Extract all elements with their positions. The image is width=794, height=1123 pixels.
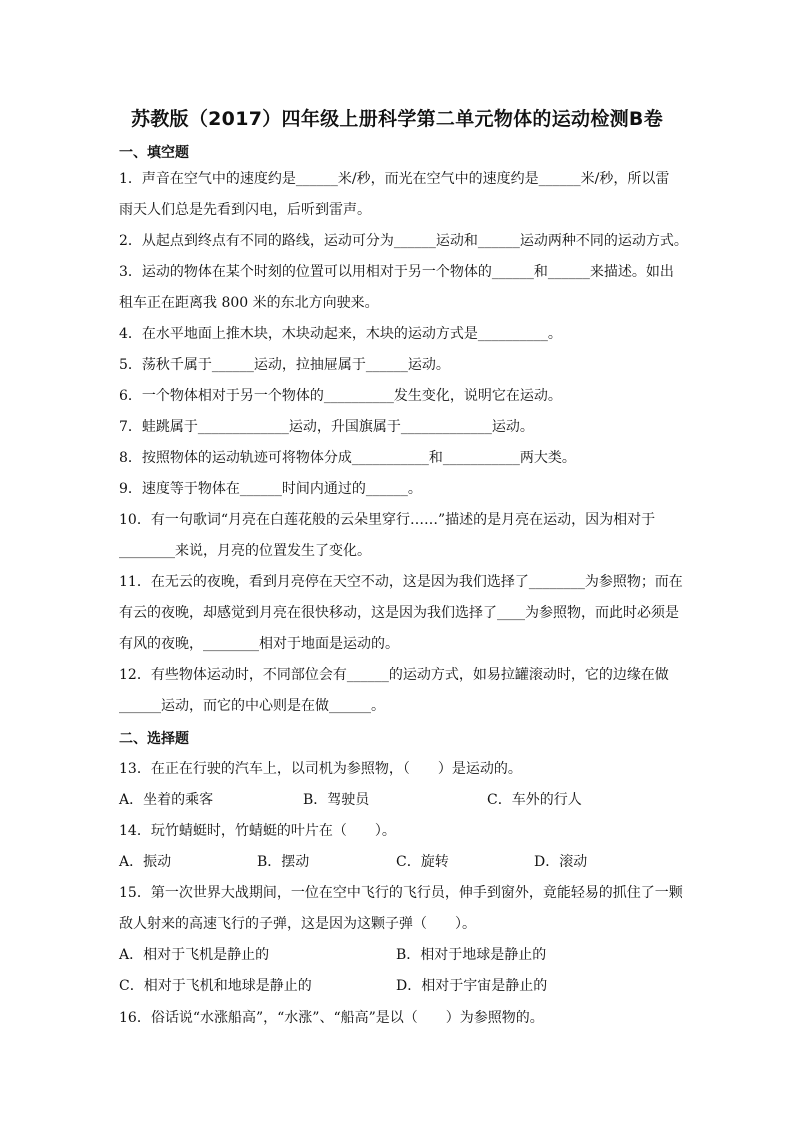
q15-option-b: B．相对于地球是静止的 xyxy=(396,947,547,963)
question-7: 7．蛙跳属于_____________运动，升国旗属于_____________运动。 xyxy=(119,419,534,435)
question-13: 13．在正在行驶的汽车上，以司机为参照物，（ ）是运动的。 xyxy=(119,761,522,777)
question-5: 5．荡秋千属于______运动，拉抽屉属于______运动。 xyxy=(119,357,450,373)
question-10-line-2: ________来说，月亮的位置发生了变化。 xyxy=(119,543,371,559)
question-15-line-2: 敌人射来的高速飞行的子弹，这是因为这颗子弹（ ）。 xyxy=(119,916,476,932)
question-6: 6．一个物体相对于另一个物体的__________发生变化，说明它在运动。 xyxy=(119,388,562,404)
question-11-line-1: 11．在无云的夜晚，看到月亮停在天空不动，这是因为我们选择了________为参照物；而在 xyxy=(119,574,683,590)
q14-option-b: B．摆动 xyxy=(257,854,310,870)
question-12-line-1: 12．有些物体运动时，不同部位会有______的运动方式，如易拉罐滚动时，它的边缘在做 xyxy=(119,667,669,683)
q15-option-c: C．相对于飞机和地球是静止的 xyxy=(119,978,312,994)
section-heading-multiple-choice: 二、选择题 xyxy=(119,731,189,747)
question-9: 9．速度等于物体在______时间内通过的______。 xyxy=(119,481,422,497)
question-1-line-1: 1．声音在空气中的速度约是______米/秒，而光在空气中的速度约是______米/秒，所以雷 xyxy=(119,171,670,187)
question-14: 14．玩竹蜻蜓时，竹蜻蜓的叶片在（ ）。 xyxy=(119,823,396,839)
document-title: 苏教版（2017）四年级上册科学第二单元物体的运动检测B卷 xyxy=(130,108,664,130)
question-10-line-1: 10．有一句歌词“月亮在白莲花般的云朵里穿行……”描述的是月亮在运动，因为相对于 xyxy=(119,512,656,528)
question-4: 4．在水平地面上推木块，木块动起来，木块的运动方式是__________。 xyxy=(119,326,562,342)
question-11-line-2: 有云的夜晚，却感觉到月亮在很快移动，这是因为我们选择了____为参照物，而此时必须是 xyxy=(119,605,679,621)
q13-option-a: A．坐着的乘客 xyxy=(119,792,214,808)
q14-option-d: D．滚动 xyxy=(534,854,588,870)
q14-option-a: A．振动 xyxy=(119,854,172,870)
q15-option-d: D．相对于宇宙是静止的 xyxy=(396,978,548,994)
question-3-line-2: 租车正在距离我 800 米的东北方向驶来。 xyxy=(119,295,379,311)
question-11-line-3: 有风的夜晚，________相对于地面是运动的。 xyxy=(119,636,399,652)
question-3-line-1: 3．运动的物体在某个时刻的位置可以用相对于另一个物体的______和______来描述。如出 xyxy=(119,264,674,280)
question-15-line-1: 15．第一次世界大战期间，一位在空中飞行的飞行员，伸手到窗外，竟能轻易的抓住了一颗 xyxy=(119,885,683,901)
question-8: 8．按照物体的运动轨迹可将物体分成___________和___________两大类。 xyxy=(119,450,576,466)
q13-option-c: C．车外的行人 xyxy=(487,792,582,808)
q14-option-c: C．旋转 xyxy=(396,854,449,870)
question-2: 2．从起点到终点有不同的路线，运动可分为______运动和______运动两种不同的运动方式。 xyxy=(119,233,688,249)
question-16: 16．俗话说“水涨船高”，“水涨”、“船高”是以（ ）为参照物的。 xyxy=(119,1010,544,1026)
section-heading-fill-blank: 一、填空题 xyxy=(119,145,189,161)
q13-option-b: B．驾驶员 xyxy=(303,792,370,808)
question-12-line-2: ______运动，而它的中心则是在做______。 xyxy=(119,698,385,714)
q15-option-a: A．相对于飞机是静止的 xyxy=(119,947,270,963)
question-1-line-2: 雨天人们总是先看到闪电，后听到雷声。 xyxy=(119,202,371,218)
